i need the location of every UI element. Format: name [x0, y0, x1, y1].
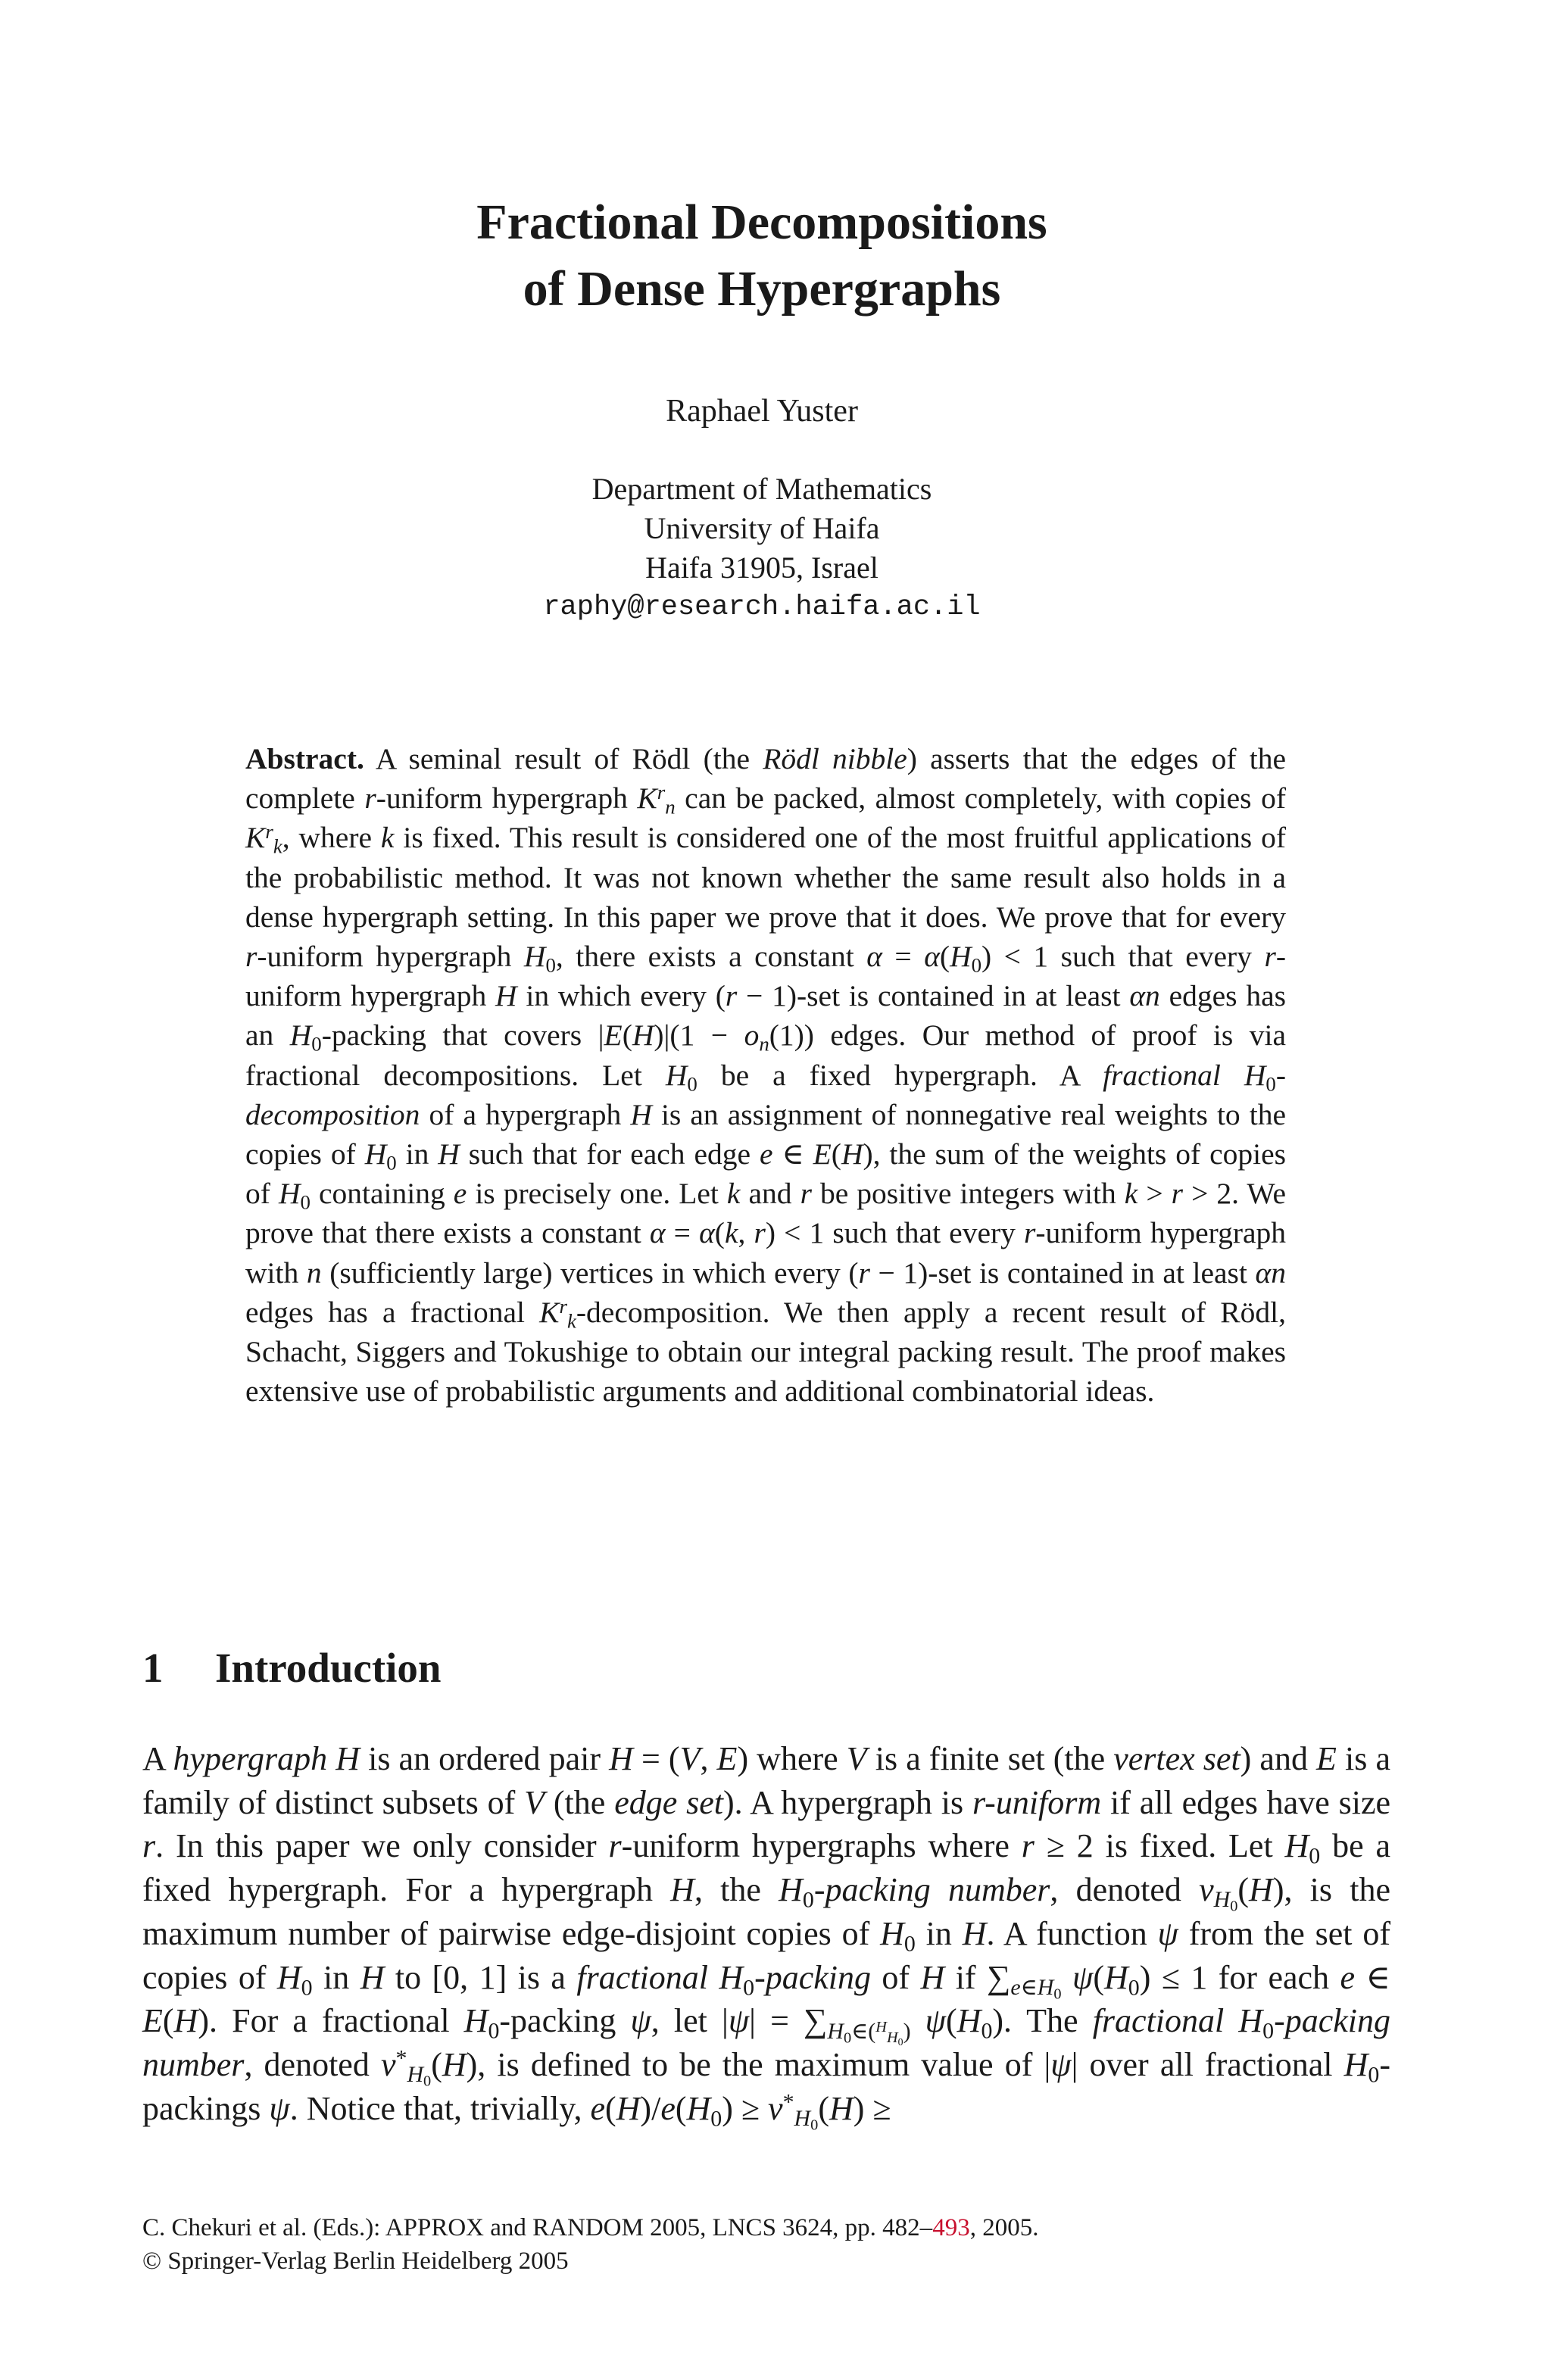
paper-title: [0, 189, 1524, 323]
copyright-line: © Springer-Verlag Berlin Heidelberg 2005: [142, 2247, 569, 2275]
section-number: 1: [142, 1645, 164, 1691]
page-footer: [142, 2211, 1038, 2278]
affiliation-department: Department of Mathematics: [591, 472, 932, 506]
affiliation-block: [0, 469, 1524, 627]
abstract: Abstract. A seminal result of Rödl (the Rödl nibble) asserts that the edges of the complete r-uniform hypergraph $K^r_n$ can be packed, almost completely, with copies of $K^r_k$, where k is fixed. This result is considered one of the most fruitful applications of the probabilistic method. It was not known whether the same result also holds in a dense hypergraph setting. In this paper we prove that it does. We prove that for every r-uniform hypergraph $H_0$, there exists a constant $\alpha = \alpha(H_0) < 1$ such that every r-uniform hypergraph H in which every (r − 1)-set is contained in at least αn edges has an $H_0$-packing that covers $|E(H)|(1 - o_n(1))$ edges. Our method of proof is via fractional decompositions. Let $H_0$ be a fixed hypergraph. A fractional $H_0$-decomposition of a hypergraph H is an assignment of nonnegative real weights to the copies of $H_0$ in H such that for each edge e ∈ E(H), the sum of the weights of copies of $H_0$ containing e is precisely one. Let k and r be positive integers with k > r > 2. We prove that there exists a constant α = α(k, r) < 1 such that every r-uniform hypergraph with n (sufficiently large) vertices in which every (r − 1)-set is contained in at least αn edges has a fractional $K^r_k$-decomposition. We then apply a recent result of Rödl, Schacht, Siggers and Tokushige to obtain our integral packing result. The proof makes extensive use of probabilistic arguments and additional combinatorial ideas.: [245, 742, 1287, 1408]
affiliation-university: University of Haifa: [644, 511, 880, 545]
section-heading: [142, 1642, 442, 1695]
introduction-body: A hypergraph H is an ordered pair H = (V, E) where V is a finite set (the vertex set) and E is a family of distinct subsets of V (the edge set). A hypergraph is r-uniform if all edges have size r. In this paper we only consider r-uniform hypergraphs where r ≥ 2 is fixed. Let $H_0$ be a fixed hypergraph. For a hypergraph H, the $H_0$-packing number, denoted $\nu_{H_0}(H)$, is the maximum number of pairwise edge-disjoint copies of $H_0$ in H. A function ψ from the set of copies of $H_0$ in H to [0, 1] is a fractional $H_0$-packing of H if $\sum_{e\in H_0}$ $\psi(H_0) \le 1$ for each e ∈ E(H). For a fractional $H_0$-packing ψ, let $|\psi| = \sum_{H_0\in(^H_{H_0})}$ $\psi(H_0)$. The fractional $H_0$-packing number, denoted $\nu^*_{H_0}(H)$, is defined to be the maximum value of |ψ| over all fractional $H_0$-packings ψ. Notice that, trivially, $e(H)/e(H_0) \ge \nu^*_{H_0}(H)$ ≥: [142, 1740, 1391, 2134]
citation-line: [142, 2211, 1038, 2244]
abstract-label: Abstract.: [245, 742, 364, 775]
section-title: Introduction: [215, 1645, 442, 1691]
page-end-link[interactable]: 493: [932, 2214, 970, 2241]
author-name: Raphael Yuster: [666, 394, 858, 429]
author-email[interactable]: raphy@research.haifa.ac.il: [543, 591, 981, 623]
affiliation-city: Haifa 31905, Israel: [645, 551, 878, 585]
title-line-2: of Dense Hypergraphs: [523, 261, 1001, 317]
citation-text: C. Chekuri et al. (Eds.): APPROX and RANDOM 2005, LNCS 3624, pp. 482–: [142, 2214, 933, 2241]
citation-year: , 2005.: [969, 2214, 1039, 2241]
title-line-1: Fractional Decompositions: [476, 195, 1047, 250]
